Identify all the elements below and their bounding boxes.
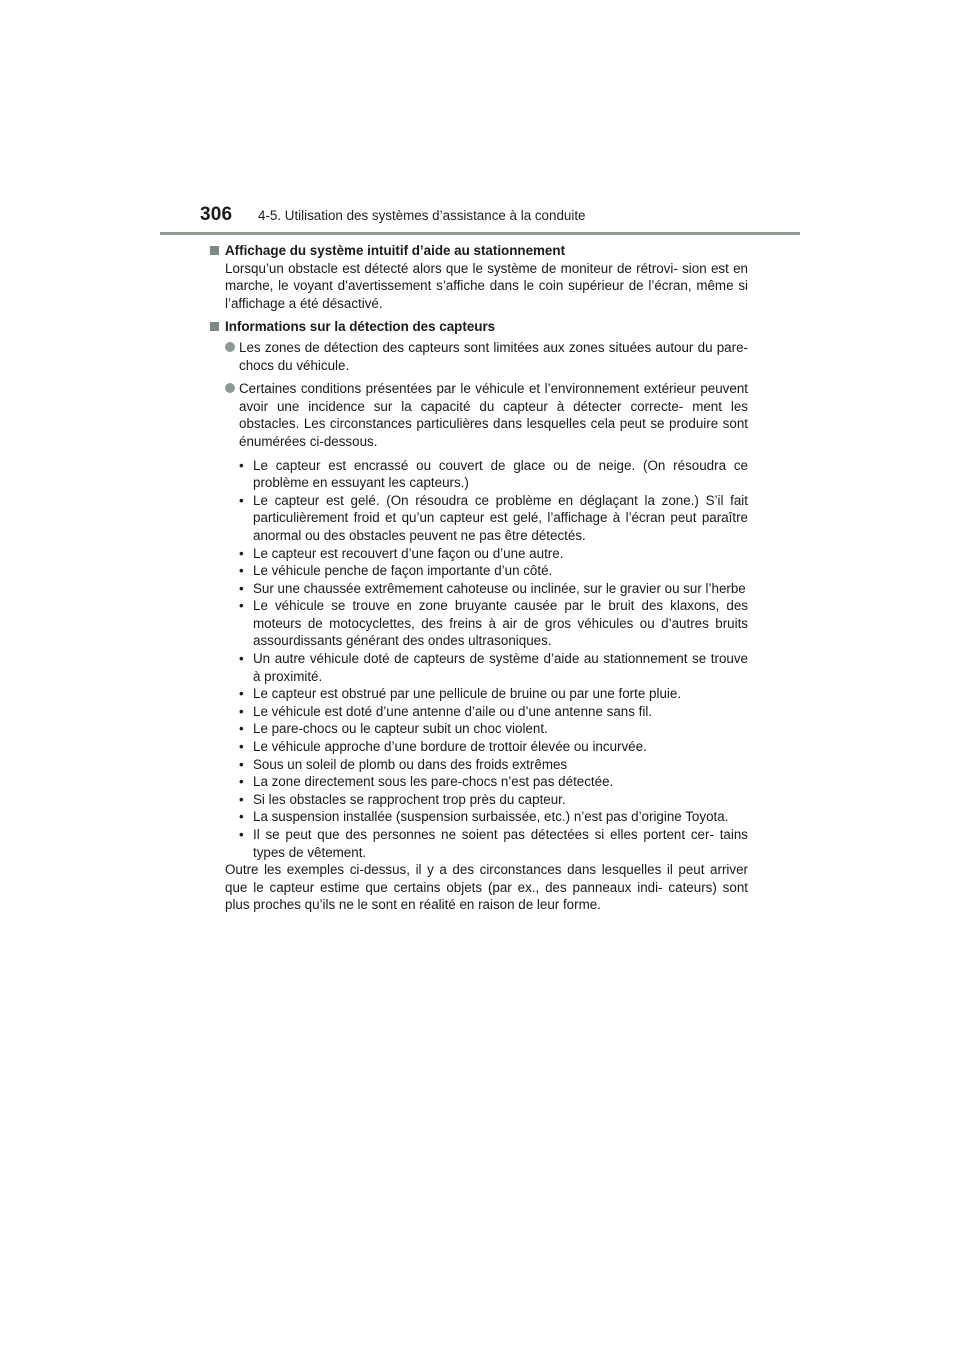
list-item-text: Les zones de détection des capteurs sont limitées aux zones situées autour du pare-chocs du véhicule. <box>239 339 748 373</box>
bullet-icon: • <box>239 721 244 737</box>
bullet-item <box>210 650 748 685</box>
bullet-item <box>210 685 748 703</box>
section-heading-text: Affichage du système intuitif d’aide au stationnement <box>225 243 566 258</box>
bullet-icon: • <box>239 492 244 508</box>
bullet-icon: • <box>239 563 244 579</box>
list-item <box>210 380 748 450</box>
bullet-icon: • <box>239 580 244 596</box>
bullet-item <box>210 826 748 861</box>
bullet-text: Le capteur est gelé. (On résoudra ce problème en déglaçant la zone.) S’il fait particulièrement froid et qu’un capteur est gelé, l’affichage à l’écran peut paraître anormal ou des obstacles peuvent ne pas être détectés. <box>253 492 748 543</box>
bullet-item <box>210 457 748 492</box>
bullet-icon: • <box>239 651 244 667</box>
square-marker-icon <box>210 322 219 331</box>
bullet-text: La suspension installée (suspension surbaissée, etc.) n’est pas d’origine Toyota. <box>253 809 729 825</box>
page-number: 306 <box>200 204 233 225</box>
square-marker-icon <box>210 246 219 255</box>
bullet-item <box>210 545 748 563</box>
section-title: 4-5. Utilisation des systèmes d’assistance à la conduite <box>258 208 586 223</box>
page-header <box>0 0 960 240</box>
bullet-text: Le capteur est obstrué par une pellicule de bruine ou par une forte pluie. <box>253 686 682 702</box>
circle-marker-icon <box>225 342 235 352</box>
section-heading-text: Informations sur la détection des capteurs <box>225 319 496 335</box>
bullet-icon: • <box>239 545 244 561</box>
bullet-text: Le véhicule approche d’une bordure de trottoir élevée ou incurvée. <box>253 739 647 755</box>
bullet-icon: • <box>239 739 244 755</box>
list-item <box>210 339 748 374</box>
list-item-text: Certaines conditions présentées par le véhicule et l’environnement extérieur peuvent avoir une incidence sur la capacité du capteur à détecter correcte- ment les obstacles. Les circonstances particulières dans lesquelles cela peut se produire sont énumérées ci-dessous. <box>239 381 748 449</box>
section-heading <box>210 318 748 336</box>
bullet-item <box>210 738 748 756</box>
bullet-text: Le véhicule penche de façon importante d’un côté. <box>253 563 553 579</box>
bullet-text: Le véhicule se trouve en zone bruyante causée par le bruit des klaxons, des moteurs de motocyclettes, des freins à air de gros véhicules ou d’autres bruits assourdissants générant des ondes ultrasoniques. <box>253 598 748 649</box>
bullet-item <box>210 703 748 721</box>
bullet-text: La zone directement sous les pare-chocs n’est pas détectée. <box>253 774 614 790</box>
bullet-item <box>210 580 748 598</box>
bullet-item <box>210 756 748 774</box>
bullet-item <box>210 562 748 580</box>
bullet-icon: • <box>239 756 244 772</box>
bullet-icon: • <box>239 686 244 702</box>
header-divider <box>160 232 800 235</box>
bullet-item <box>210 773 748 791</box>
closing-paragraph: Outre les exemples ci-dessus, il y a des circonstances dans lesquelles il peut arriver que le capteur estime que certains objets (par ex., des panneaux indi- cateurs) sont plus proches qu’ils ne le sont en réalité en raison de leur forme. <box>225 862 748 913</box>
bullet-item <box>210 492 748 545</box>
circle-marker-icon <box>225 383 235 393</box>
bullet-text: Le capteur est encrassé ou couvert de glace ou de neige. (On résoudra ce problème en essuyant les capteurs.) <box>253 457 748 491</box>
bullet-text: Le pare-chocs ou le capteur subit un choc violent. <box>253 721 548 737</box>
bullet-text: Sur une chaussée extrêmement cahoteuse ou inclinée, sur le gravier ou sur l’herbe <box>253 580 746 596</box>
bullet-text: Sous un soleil de plomb ou dans des froids extrêmes <box>253 756 568 772</box>
section-paragraph: Lorsqu’un obstacle est détecté alors que le système de moniteur de rétrovi- sion est en marche, le voyant d’avertissement s’affiche dans le coin supérieur de l’écran, même si l’affichage a été désactivé. <box>225 260 748 311</box>
bullet-text: Si les obstacles se rapprochent trop près du capteur. <box>253 791 566 807</box>
bullet-icon: • <box>239 774 244 790</box>
bullet-text: Le véhicule est doté d’une antenne d’aile ou d’une antenne sans fil. <box>253 703 653 719</box>
bullet-text: Le capteur est recouvert d’une façon ou d’une autre. <box>253 545 564 561</box>
section-heading <box>210 242 748 260</box>
bullet-item <box>210 791 748 809</box>
bullet-icon: • <box>239 703 244 719</box>
bullet-item <box>210 720 748 738</box>
bullet-item <box>210 808 748 826</box>
bullet-icon: • <box>239 791 244 807</box>
bullet-text: Il se peut que des personnes ne soient pas détectées si elles portent cer- tains types de vêtement. <box>253 827 748 860</box>
bullet-text: Un autre véhicule doté de capteurs de système d’aide au stationnement se trouve à proximité. <box>253 651 748 684</box>
condition-list <box>210 457 748 862</box>
bullet-item <box>210 597 748 650</box>
bullet-icon: • <box>239 827 244 842</box>
bullet-icon: • <box>239 598 244 614</box>
bullet-icon: • <box>239 457 244 473</box>
bullet-icon: • <box>239 809 244 825</box>
main-content <box>210 242 748 914</box>
